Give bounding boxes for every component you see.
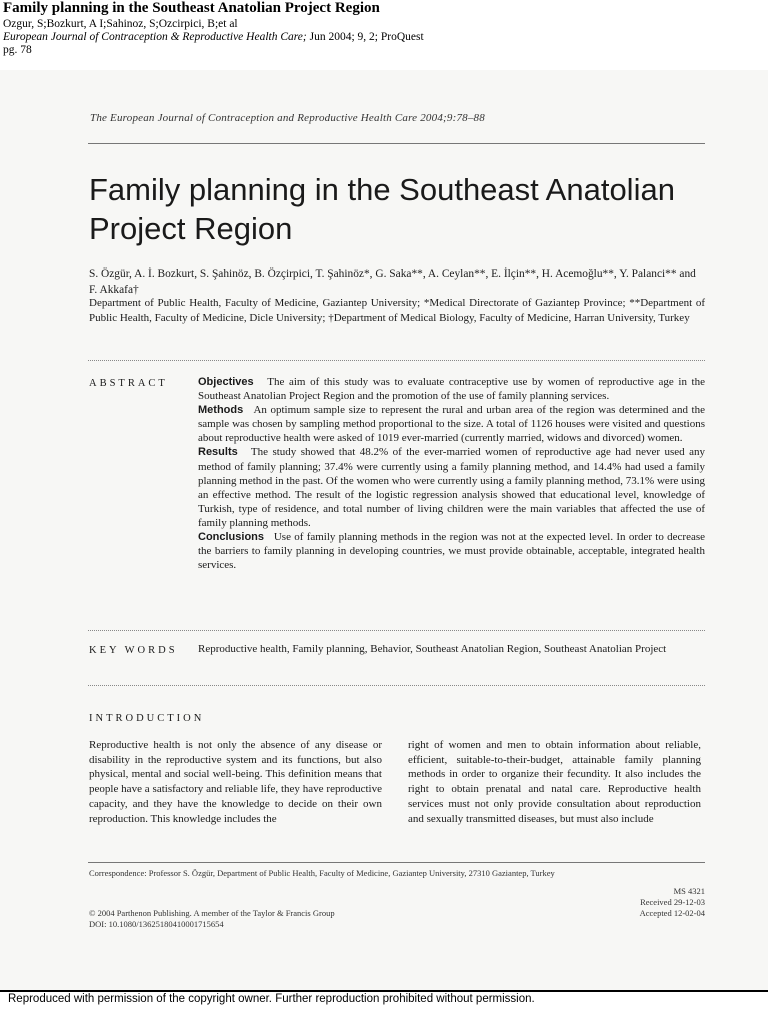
results-text: The study showed that 48.2% of the ever-married women of reproductive age had never used any method of family planning; 37.4% were currently using a family planning method, and 14.4% had used a family planning method in the past. Of the women who were currently using a family planning method, 73.1% were using an effective method. The result of the logistic regression analysis showed that educational level, knowledge of Turkish, type of residence, and total number of living children were the main variables that affected the use of family planning methods. [198,446,705,529]
abstract-body [198,375,705,572]
footnote-rule [88,862,705,863]
article-authors: S. Özgür, A. İ. Bozkurt, S. Şahinöz, B. Özçirpici, T. Şahinöz*, G. Saka**, A. Ceylan**, E. İlçin**, H. Acemoğlu**, Y. Palanci** and F. Akkafa† [89,268,696,296]
abstract-conclusions [198,530,705,572]
source-journal: European Journal of Contraception & Reproductive Health Care; [3,31,307,43]
divider [88,360,705,361]
introduction-column-1: Reproductive health is not only the absence of any disease or disability in the reproductive system and its functions, but also physical, mental and social well-being. This definition means that people have a satisfactory and reliable life, they have reproductive capacity, and they have the knowledge to decide on their own reproduction. This knowledge includes the [89,739,382,825]
correspondence: Correspondence: Professor S. Özgür, Department of Public Health, Faculty of Medicine, Gaziantep University, 27310 Gaziantep, Turkey [89,868,555,878]
divider [88,630,705,631]
abstract-results [198,445,705,530]
footer-rule [0,990,768,992]
results-heading: Results [198,446,238,459]
introduction-column-2: right of women and men to obtain information about reliable, efficient, suitable-to-their-budget, attainable family planning methods in order to organize their fecundity. It also includes the right to obtain prenatal and natal care. Reproductive health services must not only provide consultation about reproduction and sexually transmitted diseases, but must also include [408,739,701,825]
abstract-methods [198,403,705,445]
accepted-date: Accepted 12-02-04 [639,908,705,918]
document-title: Family planning in the Southeast Anatolian Project Region [3,0,380,16]
methods-text: An optimum sample size to represent the rural and urban area of the region was determined and the sample was chosen by sampling method proportional to the size. A total of 1126 houses were visited and questions about reproductive health were asked of 1019 ever-married (currently married, widows and divorced) women. [198,404,705,445]
divider [88,685,705,686]
conclusions-heading: Conclusions [198,531,265,544]
objectives-heading: Objectives [198,376,254,388]
objectives-text: The aim of this study was to evaluate contraceptive use by women of reproductive age in the Southeast Anatolian Project Region and the promotion of the use of family planning services. [198,376,706,403]
received-date: Received 29-12-03 [640,897,705,907]
introduction-heading: INTRODUCTION [89,713,205,724]
document-source [3,31,424,44]
keywords-label: KEY WORDS [89,645,178,656]
doi: DOI: 10.1080/13625180410001715654 [89,919,224,929]
article-title: Family planning in the Southeast Anatolian Project Region [89,172,675,246]
methods-heading: Methods [198,404,244,417]
abstract-objectives [198,375,705,403]
conclusions-text: Use of family planning methods in the region was not at the expected level. In order to decrease the barriers to family planning in developing countries, we must provide obtainable, acceptable, integrated health services. [198,531,705,572]
keywords-text: Reproductive health, Family planning, Behavior, Southeast Anatolian Region, Southeast Anatolian Project [198,643,667,655]
document-page: pg. 78 [3,44,32,56]
document-authors: Ozgur, S;Bozkurt, A I;Sahinoz, S;Ozcirpici, B;et al [3,18,238,30]
manuscript-number: MS 4321 [673,886,705,896]
source-details: Jun 2004; 9, 2; ProQuest [306,31,424,43]
copyright-line: © 2004 Parthenon Publishing. A member of the Taylor & Francis Group [89,908,335,918]
abstract-label: ABSTRACT [89,378,168,389]
copyright-notice: Reproduced with permission of the copyright owner. Further reproduction prohibited without permission. [8,993,535,1005]
journal-citation: The European Journal of Contraception and Reproductive Health Care 2004;9:78–88 [90,112,485,124]
publisher-info [89,908,335,930]
manuscript-info [640,886,705,919]
header-rule [88,143,705,144]
article-affiliations: Department of Public Health, Faculty of Medicine, Gaziantep University; *Medical Directorate of Gaziantep Province; **Department of Public Health, Faculty of Medicine, Dicle University; †Department of Medical Biology, Faculty of Medicine, Harran University, Turkey [89,297,705,324]
